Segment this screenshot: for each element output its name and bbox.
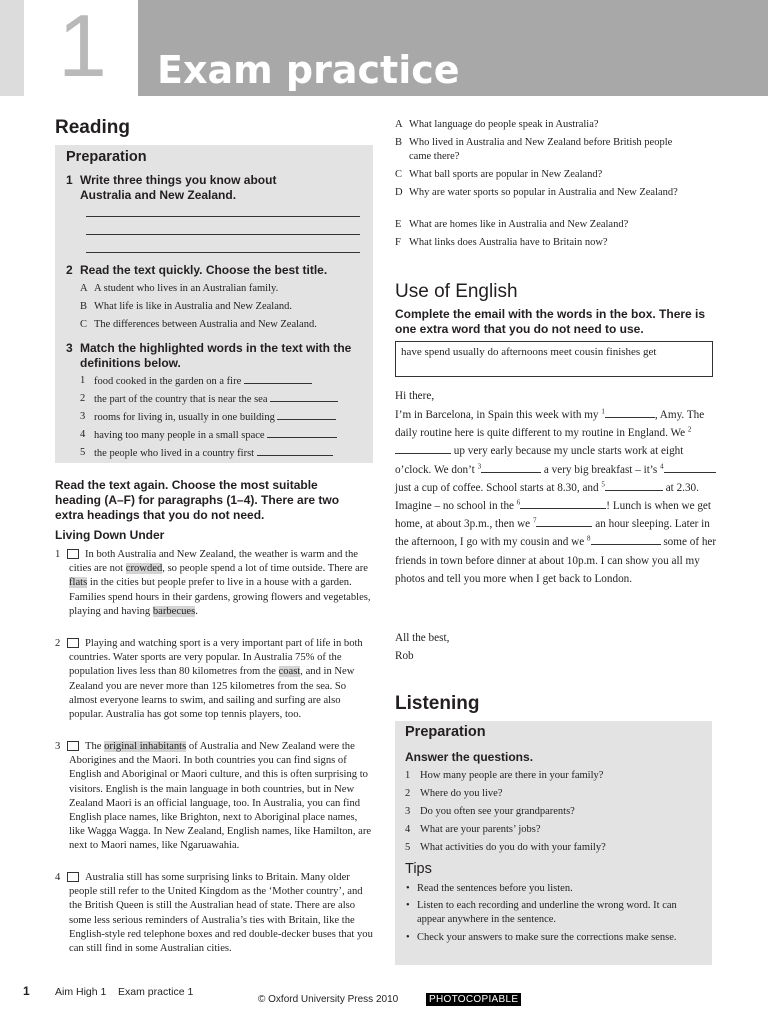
email-text: an hour sleeping. Later in the afternoon, I go with my cousin and we	[395, 518, 710, 549]
unit-number: 1	[58, 0, 104, 95]
option-text: A student who lives in an Australian family.	[94, 283, 279, 294]
gap-number: 5	[601, 480, 605, 489]
gap-6-blank[interactable]	[520, 497, 606, 509]
email-signature: Rob	[395, 650, 414, 662]
question-3	[66, 341, 366, 371]
photocopiable-badge: PHOTOCOPIABLE	[426, 993, 521, 1006]
definition-text: the part of the country that is near the sea	[94, 394, 268, 405]
reading-preparation-box	[55, 145, 373, 463]
paragraph-number: 4	[55, 872, 61, 883]
page-title: Exam practice	[157, 48, 460, 92]
tip-item	[405, 882, 705, 896]
tip-text: Check your answers to make sure the corrections make sense.	[417, 932, 677, 943]
tip-text: Read the sentences before you listen.	[417, 883, 573, 894]
option-letter: E	[395, 219, 402, 230]
gap-1-blank[interactable]	[605, 406, 655, 418]
tip-text: Listen to each recording and underline the wrong word. It can appear anywhere in the sentence.	[417, 900, 677, 925]
option-text: What are homes like in Australia and New Zealand?	[409, 219, 629, 230]
answer-line[interactable]	[86, 216, 360, 217]
gap-number: 8	[587, 534, 591, 543]
option-letter: C	[395, 169, 403, 180]
heading-option-a	[395, 118, 725, 132]
gap-number: 3	[477, 461, 482, 470]
item-number: 3	[80, 411, 86, 422]
paragraph-text: , so people spend a lot of time outside. There are	[162, 563, 369, 575]
paragraph-number: 3	[55, 741, 61, 752]
highlighted-word: barbecues	[152, 605, 196, 617]
tips-title: Tips	[405, 861, 432, 877]
gap-5-blank[interactable]	[605, 479, 663, 491]
item-number: 4	[80, 429, 86, 440]
definition-text: rooms for living in, usually in one building	[94, 412, 275, 423]
question-text: What are your parents’ jobs?	[420, 824, 541, 835]
option-letter: A	[395, 119, 403, 130]
paragraph-text: of Australia and New Zealand were the Aborigines and the Maori. In both countries you can find signs of English and Aboriginal or Maori culture, and this is often surprising to visitors. English is the main language in both countries, but in New Zealand Maori is an official language, too. In Australia, you can find English place names, like Brighton, next to Aboriginal place names, like Wagga Wagga. In New Zealand, English names, like Hamilton, are next to Maori names, like Ngaruawahia.	[69, 741, 372, 852]
gap-number: 1	[601, 407, 605, 416]
definition-text: having too many people in a small space	[94, 430, 265, 441]
answer-line[interactable]	[86, 252, 360, 253]
answer-line[interactable]	[270, 392, 338, 402]
answer-line[interactable]	[86, 234, 360, 235]
email-greeting: Hi there,	[395, 390, 435, 402]
listening-title: Listening	[395, 693, 480, 714]
copyright: © Oxford University Press 2010	[258, 994, 399, 1005]
book-reference: Aim High 1 Exam practice 1	[55, 986, 194, 998]
email-text: some of her friends in town before dinner at about 10p.m. I can show you all my photos and tell you more when I get back to London.	[395, 536, 717, 585]
gap-2-blank[interactable]	[395, 442, 451, 454]
option-letter: D	[395, 187, 403, 198]
option-text: What links does Australia have to Britain now?	[409, 237, 608, 248]
email-text: ! Lunch is when we get home, at about 3p.m., then we	[395, 500, 711, 531]
heading-option-d	[395, 186, 685, 200]
question-text: What activities do you do with your family?	[420, 842, 606, 853]
bullet-icon: •	[406, 883, 410, 894]
option-letter: F	[395, 237, 401, 248]
page-number: 1	[23, 984, 30, 998]
bullet-icon: •	[406, 932, 410, 943]
option-letter: C	[80, 319, 88, 330]
option-text: What life is like in Australia and New Zealand.	[94, 301, 292, 312]
heading-option-b	[395, 136, 695, 164]
paragraph-text: The	[85, 741, 105, 752]
use-of-english-instruction: Complete the email with the words in the box. There is one extra word that you do not need to use.	[395, 307, 706, 336]
email-closing: All the best,	[395, 632, 450, 644]
heading-option-c	[395, 168, 725, 182]
answer-line[interactable]	[257, 446, 333, 456]
heading-answer-box[interactable]	[67, 872, 79, 882]
heading-answer-box[interactable]	[67, 549, 79, 559]
option-text: What language do people speak in Australia?	[409, 119, 599, 130]
gap-3-blank[interactable]	[481, 461, 541, 473]
item-number: 2	[80, 393, 86, 404]
email-body	[395, 406, 720, 588]
gap-7-blank[interactable]	[536, 515, 592, 527]
gap-number: 4	[660, 461, 664, 470]
definition-text: food cooked in the garden on a fire	[94, 376, 242, 387]
email-text: just a cup of coffee. School starts at 8.30, and	[395, 481, 602, 494]
question-number: 5	[405, 842, 411, 853]
item-number: 5	[80, 447, 86, 458]
gap-number: 6	[516, 498, 521, 507]
email-text: , Amy. The daily routine here is quite different to my routine in England. We	[395, 409, 705, 440]
definition-text: the people who lived in a country first	[94, 448, 255, 459]
gap-8-blank[interactable]	[591, 533, 661, 545]
question-text: Read the text quickly. Choose the best title.	[80, 263, 328, 277]
tip-item	[405, 931, 705, 945]
question-number: 1	[66, 173, 73, 187]
email-text: at 2.30. Imagine – no school in the	[395, 481, 699, 513]
listening-preparation-title: Preparation	[405, 724, 486, 740]
answer-line[interactable]	[277, 410, 336, 420]
listening-instruction: Answer the questions.	[405, 750, 534, 764]
paragraph-number: 1	[55, 549, 61, 560]
paragraph-text: , and in New Zealand you are never more than 125 kilometres from the sea. So almost everyone learns to swim, and sailing and surfing are also popular. Australia has got some top tennis players, too.	[69, 666, 355, 721]
article-paragraph-4	[55, 871, 373, 956]
paragraph-text: Playing and watching sport is a very important part of life in both countries. Water sports are very popular. In Australia 75% of the population lives less than 80 kilometres from the	[69, 638, 363, 678]
paragraph-text: .	[195, 605, 198, 617]
paragraph-number: 2	[55, 638, 61, 649]
option-text: What ball sports are popular in New Zealand?	[409, 169, 603, 180]
article-paragraph-2	[55, 637, 373, 722]
question-text: How many people are there in your family?	[420, 770, 604, 781]
highlighted-word: crowded	[125, 563, 163, 575]
option-letter: A	[80, 283, 88, 294]
article-paragraph-1	[55, 548, 373, 619]
heading-answer-box[interactable]	[67, 638, 79, 648]
question-number: 3	[66, 341, 73, 355]
question-2	[66, 263, 366, 278]
use-of-english-title: Use of English	[395, 281, 518, 302]
article-paragraph-3	[55, 740, 373, 854]
paragraph-text: in the cities but people prefer to live in a house with a garden. Families spend hours in their gardens, growing flowers and vegetables, playing and having	[69, 577, 371, 617]
email-text: I’m in Barcelona, in Spain this week with my	[395, 409, 602, 421]
highlighted-word: original inhabitants	[104, 741, 187, 752]
header-left-block	[0, 0, 24, 96]
question-number: 3	[405, 806, 411, 817]
option-letter: B	[80, 301, 88, 312]
gap-number: 2	[687, 425, 692, 434]
heading-option-f	[395, 236, 725, 250]
question-number: 1	[405, 770, 411, 781]
question-number: 4	[405, 824, 411, 835]
paragraph-text: In both Australia and New Zealand, the weather is warm and the cities are not	[69, 549, 358, 575]
reading-instruction: Read the text again. Choose the most suitable heading (A–F) for paragraphs (1–4). There are two extra headings that you do not need.	[55, 478, 340, 522]
option-text: The differences between Australia and New Zealand.	[94, 319, 317, 330]
option-text: Who lived in Australia and New Zealand before British people came there?	[409, 137, 673, 162]
question-text: Where do you live?	[420, 788, 503, 799]
option-text: Why are water sports so popular in Australia and New Zealand?	[409, 187, 678, 198]
preparation-title: Preparation	[66, 149, 147, 165]
gap-number: 7	[532, 516, 537, 525]
email-text: up very early because my uncle starts work at eight o’clock. We don’t	[395, 445, 684, 476]
paragraph-text: Australia still has some surprising links to Britain. Many older people still refer to the United Kingdom as the ‘Mother country’, and the British Queen is still the Australian head of state. There are also some less serious reminders of Australia’s ties with Britain, like the English-style red telephone boxes and red double-decker buses that you can still find in some Australian cities.	[69, 872, 373, 955]
email-text: a very big breakfast – it’s	[541, 463, 661, 476]
tip-item	[405, 899, 705, 926]
answer-line[interactable]	[267, 428, 337, 438]
reading-title: Reading	[55, 117, 130, 138]
item-number: 1	[80, 375, 86, 386]
highlighted-word: flats	[69, 577, 88, 589]
question-1	[66, 173, 356, 203]
listening-preparation-box	[395, 721, 712, 965]
question-text: Write three things you know about Australia and New Zealand.	[80, 173, 277, 202]
question-number: 2	[405, 788, 411, 799]
gap-4-blank[interactable]	[664, 461, 716, 473]
highlighted-word: coast	[278, 666, 301, 678]
question-text: Match the highlighted words in the text with the definitions below.	[80, 341, 352, 370]
article-title: Living Down Under	[55, 528, 165, 542]
question-number: 2	[66, 263, 73, 277]
heading-answer-box[interactable]	[67, 741, 79, 751]
answer-line[interactable]	[244, 374, 312, 384]
option-letter: B	[395, 137, 403, 148]
bullet-icon: •	[406, 900, 410, 911]
word-box: have spend usually do afternoons meet cousin finishes get	[395, 341, 713, 377]
question-text: Do you often see your grandparents?	[420, 806, 575, 817]
heading-option-e	[395, 218, 725, 232]
